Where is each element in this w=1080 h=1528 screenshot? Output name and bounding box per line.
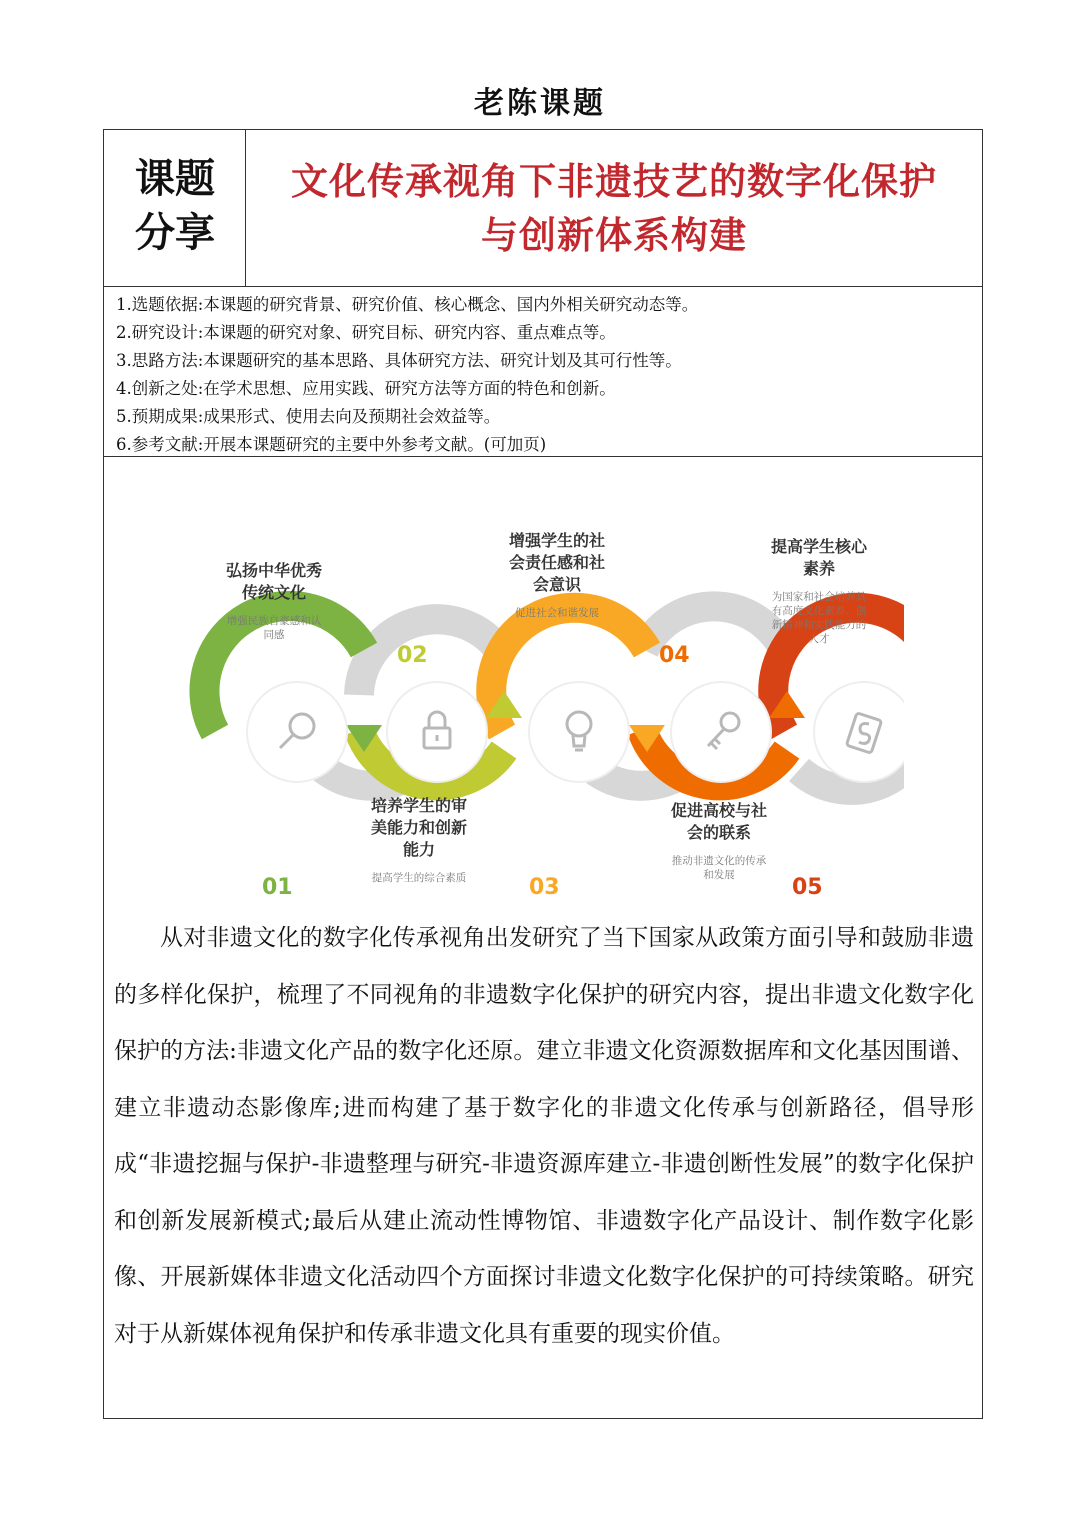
guide-item: 6.参考文献:开展本课题研究的主要中外参考文献。(可加页) xyxy=(116,435,547,454)
step-label-5: 提高学生核心 素养 为国家和社会培养具 有高度文化素养、创 新精神和实践能力的 人才 xyxy=(770,537,867,645)
guide-row xyxy=(104,287,982,457)
guide-item: 3.思路方法:本课题研究的基本思路、具体研究方法、研究计划及其可行性等。 xyxy=(116,351,682,370)
step-number: 03 xyxy=(529,875,560,900)
topic-tag-line2: 分享 xyxy=(135,209,215,256)
step-label-1: 弘扬中华优秀 传统文化 增强民族自豪感和认 同感 xyxy=(225,561,322,641)
icon-disc-3 xyxy=(529,682,629,782)
summary-paragraph: 从对非遗文化的数字化传承视角出发研究了当下国家从政策方面引导和鼓励非遗的多样化保护，梳理了不同视角的非遗数字化保护的研究内容，提出非遗文化数字化保护的方法:非遗文化产品的数字化还原。建立非遗文化资源数据库和文化基因围谱、建立非遗动态影像库;进而构建了基于数字化的非遗文化传承与创新路径，倡导形成“非遗挖掘与保护-非遗整理与研究-非遗资源库建立-非遗创断性发展”的数字化保护和创新发展新模式;最后从建止流动性博物馆、非遗数字化产品设计、制作数字化影像、开展新媒体非遗文化活动四个方面探讨非遗文化数字化保护的可持续策略。研究对于从新媒体视角保护和传承非遗文化具有重要的现实价值。 xyxy=(114,925,974,1347)
topic-tag xyxy=(104,152,246,260)
guide-item: 1.选题依据:本课题的研究背景、研究价值、核心概念、国内外相关研究动态等。 xyxy=(116,295,699,314)
guide-item: 5.预期成果:成果形式、使用去向及预期社会效益等。 xyxy=(116,407,501,426)
icon-disc-1 xyxy=(247,682,347,782)
step-number: 05 xyxy=(792,875,823,900)
topic-form-table xyxy=(103,129,983,1419)
page-header: 老陈课题 xyxy=(474,86,606,121)
step-number: 01 xyxy=(262,875,293,900)
topic-tag-line1: 课题 xyxy=(135,155,215,202)
title-row xyxy=(104,130,982,287)
topic-title xyxy=(246,154,982,262)
icon-disc-5 xyxy=(814,682,904,782)
topic-tag-cell xyxy=(104,130,246,286)
guide-item: 4.创新之处:在学术思想、应用实践、研究方法等方面的特色和创新。 xyxy=(116,379,616,398)
step-label-3: 增强学生的社 会责任感和社 会意识 促进社会和谐发展 xyxy=(508,531,605,619)
five-step-infographic xyxy=(184,500,904,930)
step-number: 04 xyxy=(659,643,690,668)
icon-disc-2 xyxy=(387,682,487,782)
step-label-2: 培养学生的审 美能力和创新 能力 提高学生的综合素质 xyxy=(370,796,467,884)
topic-title-line2: 与创新体系构建 xyxy=(481,213,747,257)
topic-title-line1: 文化传承视角下非遗技艺的数字化保护 xyxy=(291,159,937,203)
step-number: 02 xyxy=(397,643,428,668)
step-label-4: 促进高校与社 会的联系 推动非遗文化的传承 和发展 xyxy=(670,801,767,881)
guide-item: 2.研究设计:本课题的研究对象、研究目标、研究内容、重点难点等。 xyxy=(116,323,616,342)
